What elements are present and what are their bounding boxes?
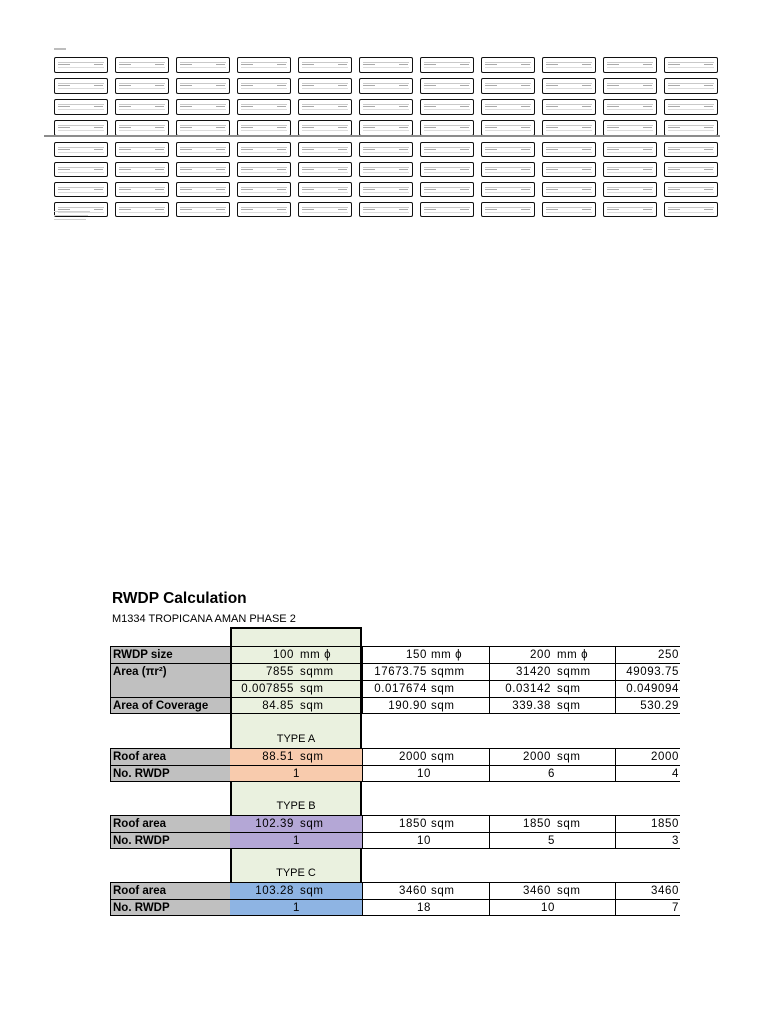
sheet-thumbnail (237, 120, 291, 136)
sheet-thumbnail (603, 182, 657, 197)
thumbnail-grid-top (54, 57, 718, 136)
sheet-thumbnail (481, 142, 535, 157)
row-roof-area (110, 815, 680, 832)
sheet-thumbnail (542, 182, 596, 197)
sheet-thumbnail (54, 142, 108, 157)
sheet-title: RWDP Calculation (112, 590, 247, 607)
cell-no-rwdp[interactable]: 1 (230, 832, 362, 849)
sheet-thumbnail (664, 78, 718, 94)
sheet-thumbnail (359, 202, 413, 217)
cell-size-200[interactable]: 200 mm ϕ (489, 646, 615, 663)
type-header-row (110, 798, 680, 815)
row-no-rwdp (110, 832, 680, 849)
sheet-thumbnail (359, 162, 413, 177)
sheet-thumbnail (237, 99, 291, 115)
sheet-thumbnail (359, 120, 413, 136)
sheet-thumbnail (54, 182, 108, 197)
cell-cov-100[interactable]: 84.85 sqm (230, 697, 362, 714)
sheet-thumbnail (420, 142, 474, 157)
sheet-thumbnail (237, 162, 291, 177)
sheet-thumbnail (542, 142, 596, 157)
sheet-thumbnail (54, 57, 108, 73)
sheet-thumbnail (115, 99, 169, 115)
overview-notes (54, 211, 90, 223)
sheet-thumbnail (176, 182, 230, 197)
sheet-thumbnail (298, 142, 352, 157)
row-label: Area (πr²) (110, 663, 230, 680)
sheet-thumbnail (664, 142, 718, 157)
cell-no-rwdp[interactable]: 7 (615, 899, 680, 916)
cell-area-200[interactable]: 31420 sqmm (489, 663, 615, 680)
sheet-thumbnail (603, 202, 657, 217)
type-header-row (110, 865, 680, 882)
sheet-thumbnail (237, 202, 291, 217)
type-header-row (110, 731, 680, 748)
row-label: Area of Coverage (110, 697, 230, 714)
sheet-thumbnail (359, 57, 413, 73)
sheet-thumbnail (481, 78, 535, 94)
cell-cov-200[interactable]: 339.38 sqm (489, 697, 615, 714)
sheet-thumbnail (176, 120, 230, 136)
cell-area-sqm-200[interactable]: 0.03142 sqm (489, 680, 615, 697)
sheet-thumbnail (115, 202, 169, 217)
sheet-thumbnail (481, 202, 535, 217)
cell-roof-area[interactable]: 103.28 sqm (230, 882, 362, 899)
row-label: Roof area (110, 748, 230, 765)
cell-roof-area[interactable]: 2000 (615, 748, 680, 765)
sheet-thumbnail (237, 78, 291, 94)
cell-no-rwdp[interactable]: 1 (230, 899, 362, 916)
row-no-rwdp (110, 765, 680, 782)
sheet-thumbnail (115, 162, 169, 177)
sheet-thumbnail (54, 162, 108, 177)
cell-size-150[interactable]: 150 mm ϕ (362, 646, 489, 663)
sheet-thumbnail (481, 182, 535, 197)
row-rwdp-size (110, 646, 680, 663)
row-label: Roof area (110, 815, 230, 832)
sheet-subtitle: M1334 TROPICANA AMAN PHASE 2 (112, 613, 296, 625)
sheet-thumbnail (542, 99, 596, 115)
sheet-thumbnail (54, 120, 108, 136)
sheet-thumbnail (664, 202, 718, 217)
row-area-coverage (110, 697, 680, 714)
sheet-thumbnail (359, 182, 413, 197)
cell-cov-250[interactable]: 530.29 (615, 697, 680, 714)
cell-roof-area[interactable]: 2000 sqm (362, 748, 489, 765)
type-label: TYPE C (276, 867, 316, 879)
sheet-thumbnail (542, 78, 596, 94)
cell-area-150[interactable]: 17673.75 sqmm (362, 663, 489, 680)
row-label: RWDP size (110, 646, 230, 663)
cell-area-sqm-250[interactable]: 0.049094 (615, 680, 680, 697)
sheet-thumbnail (359, 99, 413, 115)
sheet-thumbnail (115, 120, 169, 136)
sheet-thumbnail (54, 99, 108, 115)
type-label: TYPE A (276, 733, 316, 745)
sheet-thumbnail (664, 182, 718, 197)
sheet-thumbnail (664, 120, 718, 136)
cell-roof-area[interactable]: 3460 sqm (489, 882, 615, 899)
sheet-thumbnail (481, 162, 535, 177)
sheet-thumbnail (481, 99, 535, 115)
sheet-thumbnail (420, 202, 474, 217)
sheet-thumbnail (176, 57, 230, 73)
sheet-thumbnail (54, 78, 108, 94)
sheet-thumbnail (420, 182, 474, 197)
sheet-thumbnail (237, 57, 291, 73)
cell-roof-area[interactable]: 1850 sqm (489, 815, 615, 832)
sheet-thumbnail (298, 78, 352, 94)
sheet-thumbnail (481, 57, 535, 73)
sheet-thumbnail (237, 142, 291, 157)
sheet-thumbnail (115, 78, 169, 94)
row-area-sqmm (110, 663, 680, 680)
cell-roof-area[interactable]: 1850 sqm (362, 815, 489, 832)
sheet-thumbnail (176, 202, 230, 217)
sheet-thumbnail (420, 57, 474, 73)
sheet-thumbnail (176, 99, 230, 115)
cell-roof-area[interactable]: 3460 sqm (362, 882, 489, 899)
sheet-thumbnail (176, 162, 230, 177)
thumbnail-grid-bottom (54, 142, 718, 217)
sheet-thumbnail (481, 120, 535, 136)
row-roof-area (110, 748, 680, 765)
sheet-thumbnail (298, 120, 352, 136)
overview-divider (44, 135, 720, 137)
sheet-thumbnail (603, 99, 657, 115)
sheet-overview-thumbnails (54, 48, 718, 238)
cell-roof-area[interactable]: 2000 sqm (489, 748, 615, 765)
row-label: Roof area (110, 882, 230, 899)
row-label-blank (110, 680, 230, 697)
cell-size-100[interactable]: 100 mm ϕ (230, 646, 362, 663)
sheet-thumbnail (359, 142, 413, 157)
sheet-thumbnail (298, 202, 352, 217)
sheet-thumbnail (603, 78, 657, 94)
row-label: No. RWDP (110, 832, 230, 849)
cell-no-rwdp[interactable]: 4 (615, 765, 680, 782)
row-area-sqm (110, 680, 680, 697)
sheet-thumbnail (603, 57, 657, 73)
sheet-thumbnail (298, 99, 352, 115)
cell-no-rwdp[interactable]: 10 (489, 899, 615, 916)
cell-area-250[interactable]: 49093.75 (615, 663, 680, 680)
cell-no-rwdp[interactable]: 18 (362, 899, 489, 916)
cell-no-rwdp[interactable]: 3 (615, 832, 680, 849)
row-label: No. RWDP (110, 765, 230, 782)
cell-no-rwdp[interactable]: 1 (230, 765, 362, 782)
cell-no-rwdp[interactable]: 10 (362, 832, 489, 849)
sheet-thumbnail (664, 162, 718, 177)
sheet-thumbnail (176, 142, 230, 157)
sheet-thumbnail (664, 99, 718, 115)
cell-no-rwdp[interactable]: 5 (489, 832, 615, 849)
cell-no-rwdp[interactable]: 10 (362, 765, 489, 782)
type-label: TYPE B (276, 800, 316, 812)
sheet-thumbnail (298, 182, 352, 197)
cell-area-100[interactable]: 7855 sqmm (230, 663, 362, 680)
sheet-thumbnail (603, 120, 657, 136)
sheet-thumbnail (359, 78, 413, 94)
row-label: No. RWDP (110, 899, 230, 916)
sheet-thumbnail (298, 162, 352, 177)
sheet-thumbnail (603, 162, 657, 177)
sheet-thumbnail (115, 142, 169, 157)
sheet-thumbnail (298, 57, 352, 73)
cell-size-250[interactable]: 250 (615, 646, 680, 663)
sheet-thumbnail (115, 57, 169, 73)
sheet-thumbnail (603, 142, 657, 157)
sheet-thumbnail (542, 202, 596, 217)
cell-area-sqm-100[interactable]: 0.007855 sqm (230, 680, 362, 697)
sheet-thumbnail (420, 99, 474, 115)
sheet-thumbnail (542, 162, 596, 177)
cell-roof-area[interactable]: 1850 (615, 815, 680, 832)
cell-roof-area[interactable]: 88.51 sqm (230, 748, 362, 765)
sheet-thumbnail (420, 162, 474, 177)
cell-no-rwdp[interactable]: 6 (489, 765, 615, 782)
cell-cov-150[interactable]: 190.90 sqm (362, 697, 489, 714)
row-roof-area (110, 882, 680, 899)
sheet-thumbnail (542, 57, 596, 73)
sheet-thumbnail (420, 120, 474, 136)
sheet-thumbnail (420, 78, 474, 94)
row-no-rwdp (110, 899, 680, 916)
cell-roof-area[interactable]: 102.39 sqm (230, 815, 362, 832)
sheet-thumbnail (542, 120, 596, 136)
sheet-thumbnail (664, 57, 718, 73)
sheet-thumbnail (237, 182, 291, 197)
cell-roof-area[interactable]: 3460 (615, 882, 680, 899)
sheet-thumbnail (176, 78, 230, 94)
overview-label (54, 48, 66, 50)
sheet-thumbnail (115, 182, 169, 197)
cell-area-sqm-150[interactable]: 0.017674 sqm (362, 680, 489, 697)
